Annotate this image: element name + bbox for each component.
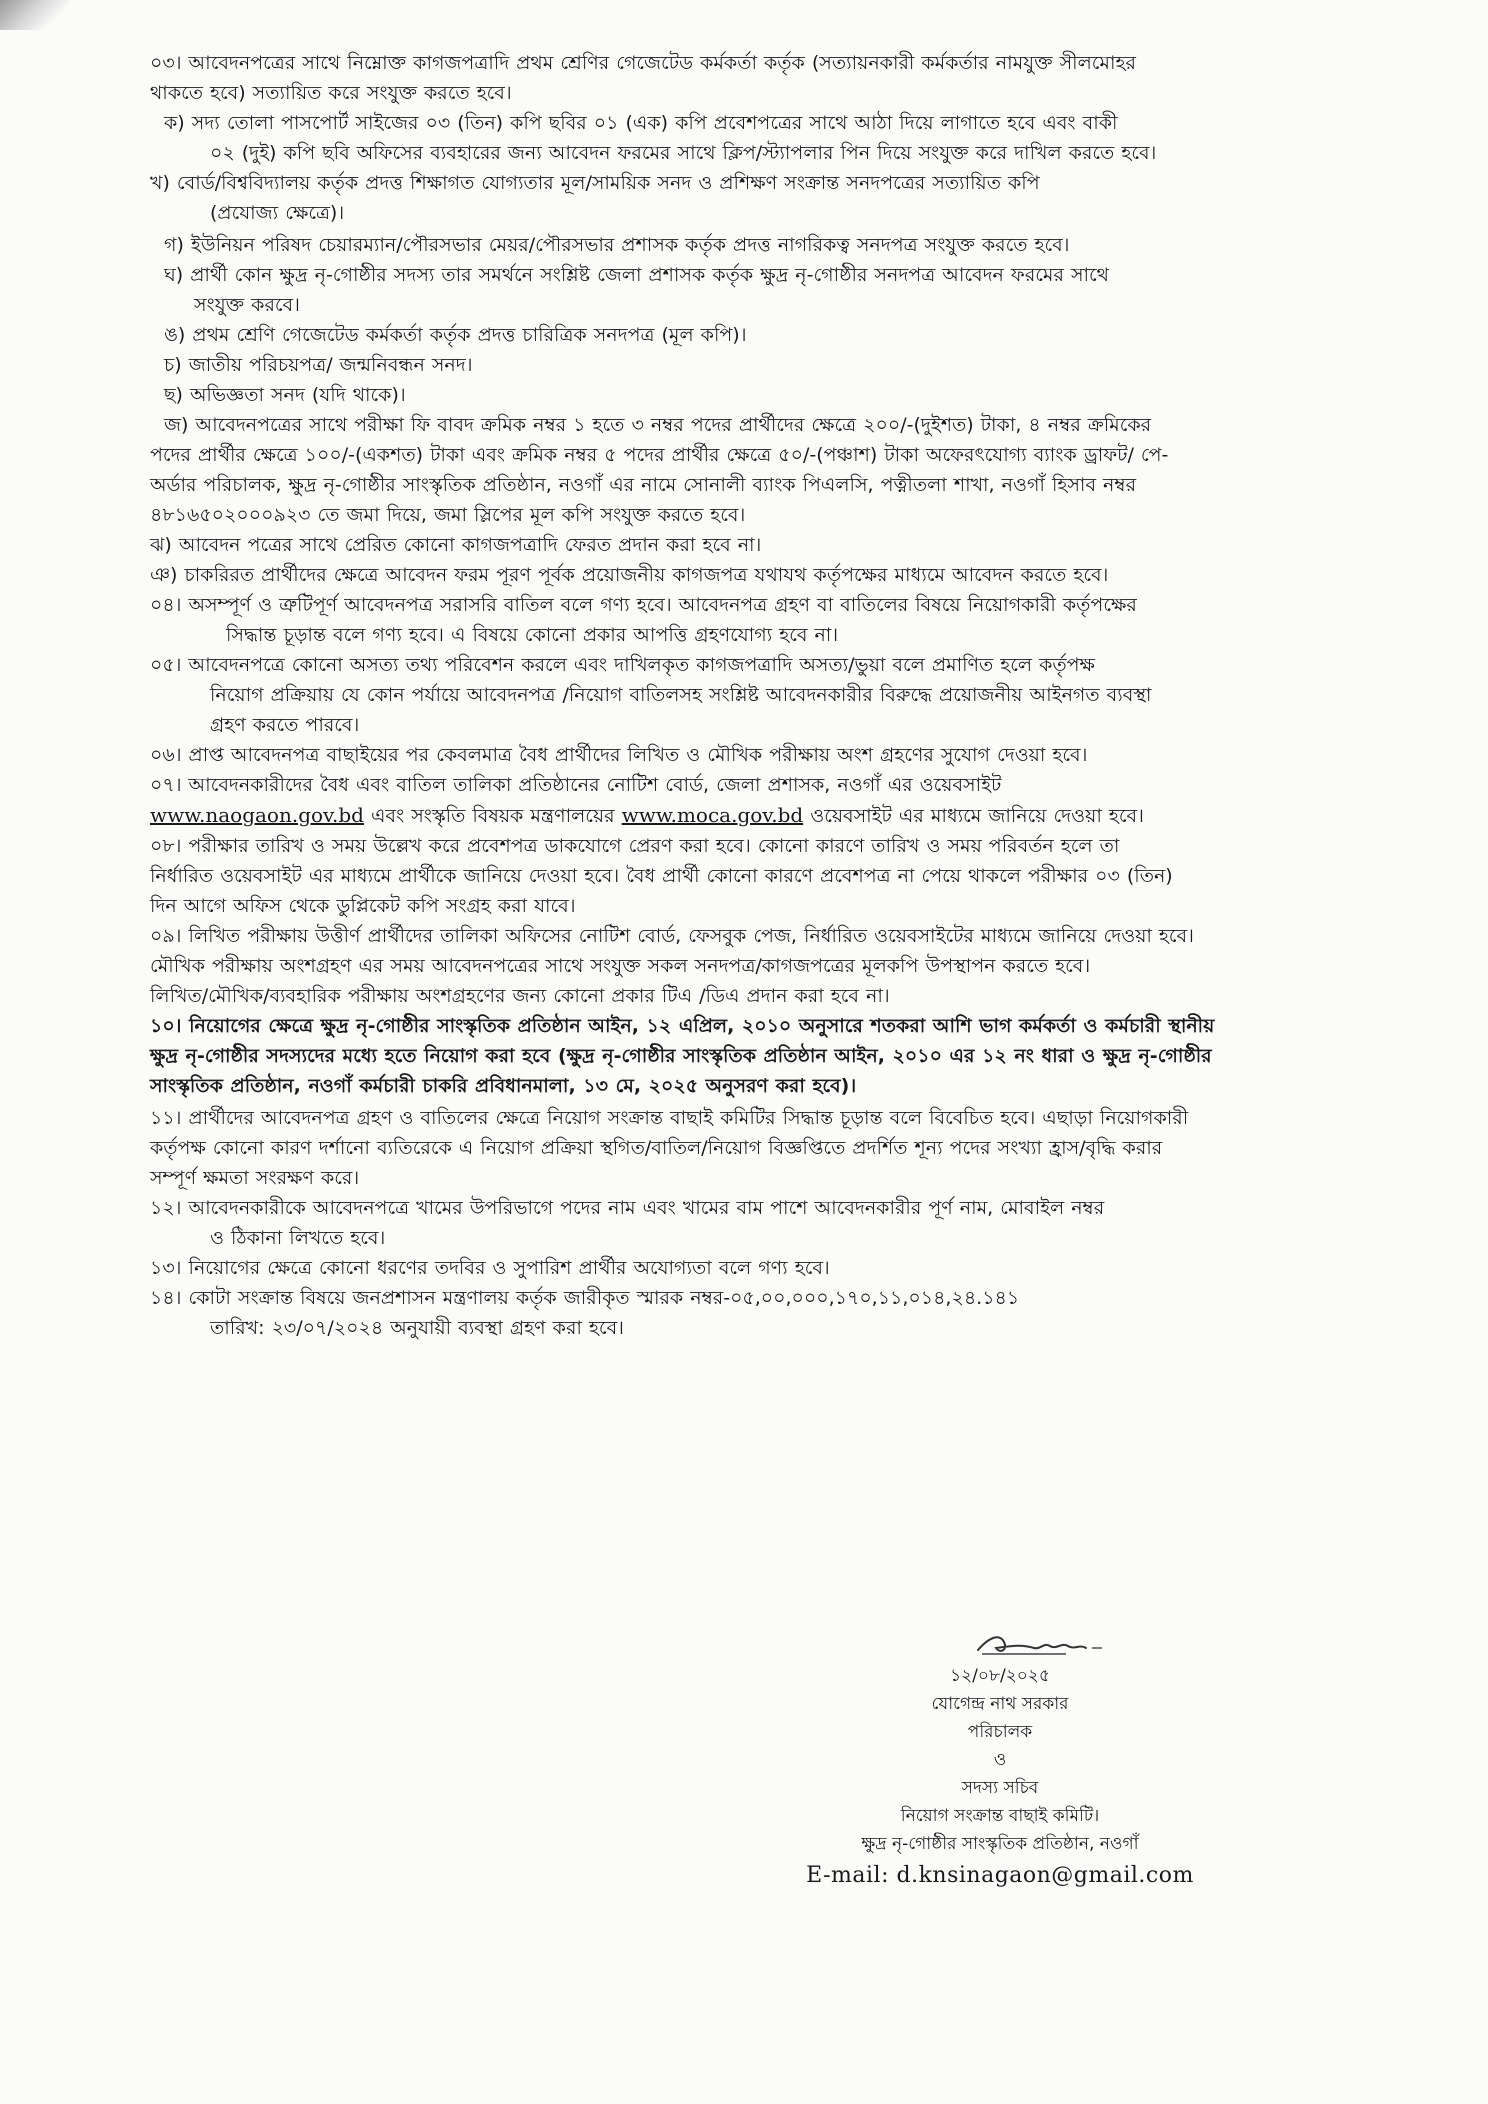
clause-11-line3: সম্পূর্ণ ক্ষমতা সংরক্ষণ করে। xyxy=(150,1167,360,1189)
clause-03-kha-line1: খ) বোর্ড/বিশ্ববিদ্যালয় কর্তৃক প্রদত্ত শিক্ষাগত যোগ্যতার মূল/সাময়িক সনদ ও প্রশিক্ষণ সংক্রান্ত সনদপত্রের সত্যায়িত কপি xyxy=(150,172,1040,194)
clause-03-ja-line4: ৪৮১৬৫০২০০০৯২৩ তে জমা দিয়ে, জমা স্লিপের মূল কপি সংযুক্ত করতে হবে। xyxy=(150,504,746,526)
signatory-title-director: পরিচালক xyxy=(967,1722,1033,1742)
clause-07-line2 xyxy=(150,800,1340,831)
signatory-and: ও xyxy=(993,1750,1007,1770)
clause-11-line1: ১১। প্রার্থীদের আবেদনপত্র গ্রহণ ও বাতিলের ক্ষেত্রে নিয়োগ সংক্রান্ত বাছাই কমিটির সিদ্ধান্ত চূড়ান্ত বলে বিবেচিত হবে। এছাড়া নিয়োগকারী xyxy=(150,1107,1189,1129)
clause-03-gha-line1: ঘ) প্রার্থী কোন ক্ষুদ্র নৃ-গোষ্ঠীর সদস্য তার সমর্থনে সংশ্লিষ্ট জেলা প্রশাসক কর্তৃক ক্ষুদ্র নৃ-গোষ্ঠীর সনদপত্র আবেদন ফরমের সাথে xyxy=(164,264,1109,286)
moca-website-link[interactable]: www.moca.gov.bd xyxy=(621,803,804,827)
clause-04-line2: সিদ্ধান্ত চূড়ান্ত বলে গণ্য হবে। এ বিষয়ে কোনো প্রকার আপত্তি গ্রহণযোগ্য হবে না। xyxy=(226,624,839,646)
clause-12-line1: ১২। আবেদনকারীকে আবেদনপত্রে খামের উপরিভাগে পদের নাম এবং খামের বাম পাশে আবেদনকারীর পূর্ণ নাম, মোবাইল নম্বর xyxy=(150,1197,1105,1219)
clause-09-line1: ০৯। লিখিত পরীক্ষায় উত্তীর্ণ প্রার্থীদের তালিকা অফিসের নোটিশ বোর্ড, ফেসবুক পেজ, নির্ধারিত ওয়েবসাইটের মাধ্যমে জানিয়ে দেওয়া হবে। xyxy=(150,925,1194,947)
email-line xyxy=(740,1862,1260,1890)
signatory-institute: ক্ষুদ্র নৃ-গোষ্ঠীর সাংস্কৃতিক প্রতিষ্ঠান, নওগাঁ xyxy=(861,1834,1139,1854)
scan-corner-shadow xyxy=(0,0,70,30)
clause-03-cha: চ) জাতীয় পরিচয়পত্র/ জন্মনিবন্ধন সনদ। xyxy=(164,354,473,376)
clause-03-ja-line1: জ) আবেদনপত্রের সাথে পরীক্ষা ফি বাবদ ক্রমিক নম্বর ১ হতে ৩ নম্বর পদের প্রার্থীদের ক্ষেত্রে ২০০/-(দুইশত) টাকা, ৪ নম্বর ক্রমিকের xyxy=(164,414,1152,436)
clause-03-gha-line2: সংযুক্ত করবে। xyxy=(194,294,300,316)
clause-03-nya: ঞ) চাকরিরত প্রার্থীদের ক্ষেত্রে আবেদন ফরম পূরণ পূর্বক প্রয়োজনীয় কাগজপত্র যথাযথ কর্তৃপক্ষের মাধ্যমে আবেদন করতে হবে। xyxy=(150,564,1109,586)
clause-10-line2: ক্ষুদ্র নৃ-গোষ্ঠীর সদস্যদের মধ্যে হতে নিয়োগ করা হবে (ক্ষুদ্র নৃ-গোষ্ঠীর সাংস্কৃতিক প্রতিষ্ঠান আইন, ২০১০ এর ১২ নং ধারা ও ক্ষুদ্র নৃ-গোষ্ঠীর xyxy=(150,1045,1212,1067)
clause-05-line3: গ্রহণ করতে পারবে। xyxy=(210,714,360,736)
clause-07-line1: ০৭। আবেদনকারীদের বৈধ এবং বাতিল তালিকা প্রতিষ্ঠানের নোটিশ বোর্ড, জেলা প্রশাসক, নওগাঁ এর ওয়েবসাইট xyxy=(150,774,1002,796)
clause-03-kha-line2: (প্রযোজ্য ক্ষেত্রে)। xyxy=(210,202,345,224)
clause-09-line2: মৌখিক পরীক্ষায় অংশগ্রহণ এর সময় আবেদনপত্রের সাথে সংযুক্ত সকল সনদপত্র/কাগজপত্রের মূলকপি উপস্থাপন করতে হবে। xyxy=(150,955,1091,977)
clause-03-ja-line3: অর্ডার পরিচালক, ক্ষুদ্র নৃ-গোষ্ঠীর সাংস্কৃতিক প্রতিষ্ঠান, নওগাঁ এর নামে সোনালী ব্যাংক পিএলসি, পত্নীতলা শাখা, নওগাঁ হিসাব নম্বর xyxy=(150,474,1137,496)
clause-09-line3: লিখিত/মৌখিক/ব্যবহারিক পরীক্ষায় অংশগ্রহণের জন্য কোনো প্রকার টিএ /ডিএ প্রদান করা হবে না। xyxy=(150,985,890,1007)
handwritten-signature xyxy=(970,1628,1110,1662)
clause-03-line2: থাকতে হবে) সত্যায়িত করে সংযুক্ত করতে হবে। xyxy=(150,82,512,104)
notice-body xyxy=(150,48,1340,1343)
clause-04-line1: ০৪। অসম্পূর্ণ ও ত্রুটিপূর্ণ আবেদনপত্র সরাসরি বাতিল বলে গণ্য হবে। আবেদনপত্র গ্রহণ বা বাতিলের বিষয়ে নিয়োগকারী কর্তৃপক্ষের xyxy=(150,594,1137,616)
signature-block xyxy=(740,1628,1260,1890)
signatory-committee: নিয়োগ সংক্রান্ত বাছাই কমিটি। xyxy=(900,1806,1100,1826)
clause-07-end: ওয়েবসাইট এর মাধ্যমে জানিয়ে দেওয়া হবে। xyxy=(803,805,1144,827)
clause-06: ০৬। প্রাপ্ত আবেদনপত্র বাছাইয়ের পর কেবলমাত্র বৈধ প্রার্থীদের লিখিত ও মৌখিক পরীক্ষায় অংশ গ্রহণের সুযোগ দেওয়া হবে। xyxy=(150,744,1088,766)
clause-13: ১৩। নিয়োগের ক্ষেত্রে কোনো ধরণের তদবির ও সুপারিশ প্রার্থীর অযোগ্যতা বলে গণ্য হবে। xyxy=(150,1257,830,1279)
clause-08-line3: দিন আগে অফিস থেকে ডুপ্লিকেট কপি সংগ্রহ করা যাবে। xyxy=(150,895,576,917)
clause-03-ka-line2: ০২ (দুই) কপি ছবি অফিসের ব্যবহারের জন্য আবেদন ফরমের সাথে ক্লিপ/স্ট্যাপলার পিন দিয়ে সংযুক্ত করে দাখিল করতে হবে। xyxy=(210,142,1157,164)
clause-03-ka-line1: ক) সদ্য তোলা পাসপোর্ট সাইজের ০৩ (তিন) কপি ছবির ০১ (এক) কপি প্রবেশপত্রের সাথে আঠা দিয়ে লাগাতে হবে এবং বাকী xyxy=(164,112,1118,134)
naogaon-website-link[interactable]: www.naogaon.gov.bd xyxy=(150,803,364,827)
clause-03-ga: গ) ইউনিয়ন পরিষদ চেয়ারম্যান/পৌরসভার মেয়র/পৌরসভার প্রশাসক কর্তৃক প্রদত্ত নাগরিকত্ব সনদপত্র সংযুক্ত করতে হবে। xyxy=(164,234,1070,256)
clause-10-line3: সাংস্কৃতিক প্রতিষ্ঠান, নওগাঁ কর্মচারী চাকরি প্রবিধানমালা, ১৩ মে, ২০২৫ অনুসরণ করা হবে)। xyxy=(150,1075,857,1097)
clause-08-line2: নির্ধারিত ওয়েবসাইট এর মাধ্যমে প্রার্থীকে জানিয়ে দেওয়া হবে। বৈধ প্রার্থী কোনো কারণে প্রবেশপত্র না পেয়ে থাকলে পরীক্ষার ০৩ (তিন) xyxy=(150,865,1173,887)
clause-03-jha: ঝ) আবেদন পত্রের সাথে প্রেরিত কোনো কাগজপত্রাদি ফেরত প্রদান করা হবে না। xyxy=(150,534,762,556)
signatory-name: যোগেন্দ্র নাথ সরকার xyxy=(931,1694,1069,1714)
signatory-title-member-secretary: সদস্য সচিব xyxy=(961,1778,1039,1798)
clause-10-line1: ১০। নিয়োগের ক্ষেত্রে ক্ষুদ্র নৃ-গোষ্ঠীর সাংস্কৃতিক প্রতিষ্ঠান আইন, ১২ এপ্রিল, ২০১০ অনুসারে শতকরা আশি ভাগ কর্মকর্তা ও কর্মচারী স্থানীয় xyxy=(150,1015,1215,1037)
email-address[interactable]: d.knsinagaon@gmail.com xyxy=(896,1863,1194,1888)
signature-date: ১২/০৮/২০২৫ xyxy=(950,1666,1050,1686)
clause-11-line2: কর্তৃপক্ষ কোনো কারণ দর্শানো ব্যতিরেকে এ নিয়োগ প্রক্রিয়া স্থগিত/বাতিল/নিয়োগ বিজ্ঞপ্তিতে প্রদর্শিত শূন্য পদের সংখ্যা হ্রাস/বৃদ্ধি করার xyxy=(150,1137,1163,1159)
clause-03-umo: ঙ) প্রথম শ্রেণি গেজেটেড কর্মকর্তা কর্তৃক প্রদত্ত চারিত্রিক সনদপত্র (মূল কপি)। xyxy=(164,324,747,346)
clause-08-line1: ০৮। পরীক্ষার তারিখ ও সময় উল্লেখ করে প্রবেশপত্র ডাকযোগে প্রেরণ করা হবে। কোনো কারণে তারিখ ও সময় পরিবর্তন হলে তা xyxy=(150,835,1120,857)
clause-05-line1: ০৫। আবেদনপত্রে কোনো অসত্য তথ্য পরিবেশন করলে এবং দাখিলকৃত কাগজপত্রাদি অসত্য/ভুয়া বলে প্রমাণিত হলে কর্তৃপক্ষ xyxy=(150,654,1095,676)
clause-03-chha: ছ) অভিজ্ঞতা সনদ (যদি থাকে)। xyxy=(164,384,406,406)
clause-07-mid: এবং সংস্কৃতি বিষয়ক মন্ত্রণালয়ের xyxy=(363,805,622,827)
email-label: E-mail: xyxy=(806,1863,897,1888)
clause-12-line2: ও ঠিকানা লিখতে হবে। xyxy=(210,1227,386,1249)
clause-14-line1: ১৪। কোটা সংক্রান্ত বিষয়ে জনপ্রশাসন মন্ত্রণালয় কর্তৃক জারীকৃত স্মারক নম্বর-০৫,০০,০০০,১৭০,১১,০১৪,২৪.১৪১ xyxy=(150,1287,1020,1309)
clause-05-line2: নিয়োগ প্রক্রিয়ায় যে কোন পর্যায়ে আবেদনপত্র /নিয়োগ বাতিলসহ সংশ্লিষ্ট আবেদনকারীর বিরুদ্ধে প্রয়োজনীয় আইনগত ব্যবস্থা xyxy=(210,684,1152,706)
clause-14-line2: তারিখ: ২৩/০৭/২০২৪ অনুযায়ী ব্যবস্থা গ্রহণ করা হবে। xyxy=(210,1317,624,1339)
clause-03-ja-line2: পদের প্রার্থীর ক্ষেত্রে ১০০/-(একশত) টাকা এবং ক্রমিক নম্বর ৫ পদের প্রার্থীর ক্ষেত্রে ৫০/-(পঞ্চাশ) টাকা অফেরৎযোগ্য ব্যাংক ড্রাফট/ পে- xyxy=(150,444,1169,466)
clause-03-line1: ০৩। আবেদনপত্রের সাথে নিম্নোক্ত কাগজপত্রাদি প্রথম শ্রেণির গেজেটেড কর্মকর্তা কর্তৃক (সত্যায়নকারী কর্মকর্তার নামযুক্ত সীলমোহর xyxy=(150,52,1136,74)
